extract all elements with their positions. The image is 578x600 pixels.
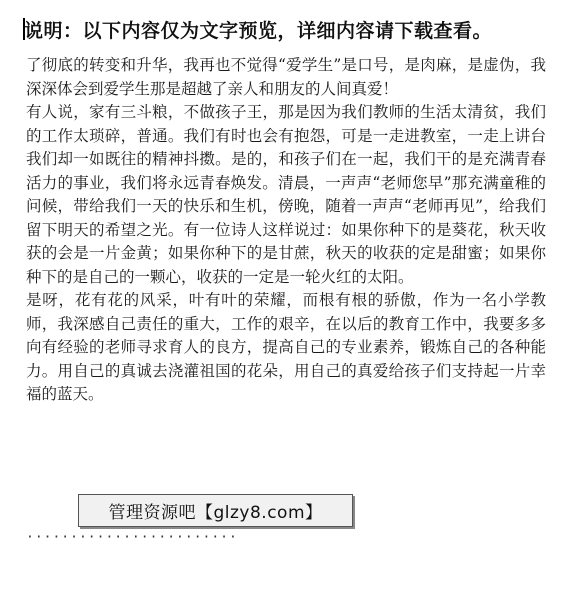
- paragraph-1: 了彻底的转变和升华，我再也不觉得“爱学生”是口号，是肉麻，是虚伪，我深深体会到爱学生那是超越了亲人和朋友的人间真爱！: [26, 56, 546, 98]
- watermark-badge: 管理资源吧【glzy8.com】: [78, 494, 353, 527]
- dotted-separator: ························: [26, 530, 238, 545]
- document-body: [26, 54, 546, 407]
- preview-notice: 说明：以下内容仅为文字预览，详细内容请下载查看。: [24, 20, 493, 42]
- paragraph-2: 有人说，家有三斗粮，不做孩子王，那是因为我们教师的生活太清贫，我们的工作太琐碎，普通。我们有时也会有抱怨，可是一走进教室，一走上讲台我们却一如既往的精神抖擞。是的，和孩子们在一起，我们干的是充满青春活力的事业，我们将永远青春焕发。清晨，一声声“老师您早”那充满童稚的问候，带给我们一天的快乐和生机，傍晚，随着一声声“老师再见”，给我们留下明天的希望之光。有一位诗人这样说过：如果你种下的是葵花，秋天收获的会是一片金黄；如果你种下的是甘蔗，秋天的收获的定是甜蜜；如果你种下的是自己的一颗心，收获的一定是一轮火红的太阳。: [26, 103, 546, 286]
- paragraph-3: 是呀，花有花的风采，叶有叶的荣耀，而根有根的骄傲，作为一名小学教师，我深感自己责任的重大，工作的艰辛，在以后的教育工作中，我要多多向有经验的老师寻求育人的良方，提高自己的专业素养，锻炼自己的各种能力。用自己的真诚去浇灌祖国的花朵，用自己的真爱给孩子们支持起一片幸福的蓝天。: [26, 291, 546, 403]
